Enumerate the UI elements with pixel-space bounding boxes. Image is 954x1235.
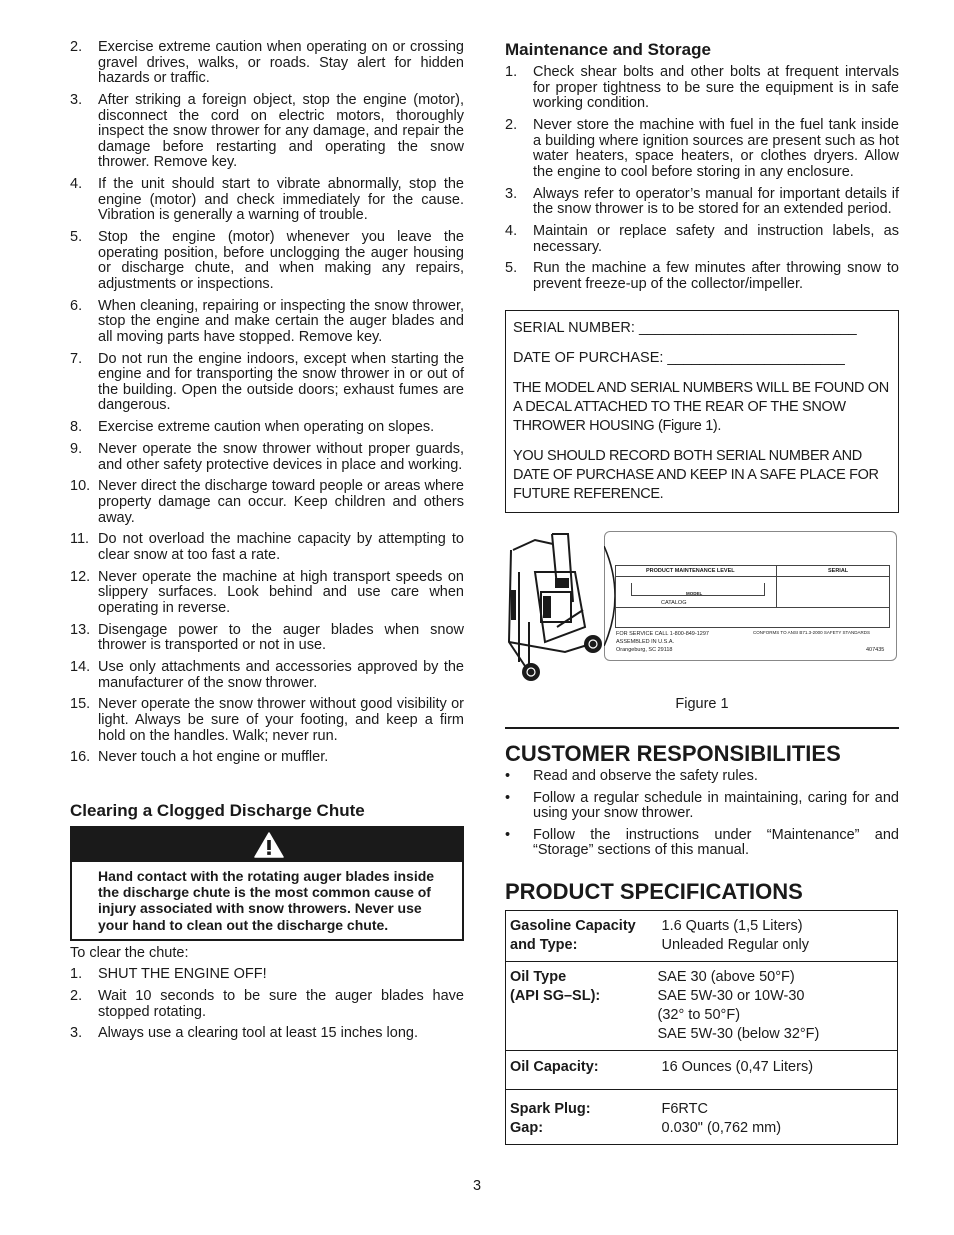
figure-1 (505, 529, 899, 689)
list-item (505, 261, 899, 292)
snow-thrower-illustration (505, 532, 613, 687)
decal-pml: PRODUCT MAINTENANCE LEVEL (646, 568, 735, 575)
list-item-number: 1. (505, 64, 518, 80)
list-item-text: Follow the instructions under “Maintenance” and “Storage” sections of this manual. (533, 826, 899, 859)
list-item-text: Never operate the snow thrower without proper guards, and other safety protective devices in place and working. (98, 440, 464, 473)
spec-value-line: SAE 30 (above 50°F) (657, 969, 795, 986)
clear-intro: To clear the chute: (70, 944, 189, 961)
spec-key-line: Gasoline Capacity (510, 918, 636, 935)
list-item (70, 660, 464, 691)
purchase-date-line: DATE OF PURCHASE: ______________________ (513, 350, 845, 367)
spec-key-line: Oil Capacity: (510, 1059, 599, 1076)
list-item-number: 6. (70, 297, 83, 314)
serial-info-box (505, 310, 899, 513)
list-item-number: 14. (70, 659, 91, 676)
list-item (70, 1026, 464, 1042)
list-item (70, 299, 464, 346)
decal-model: MODEL (686, 591, 703, 597)
list-item (70, 967, 464, 983)
decal-serial: SERIAL (828, 568, 849, 575)
list-item-text: Never direct the discharge toward people or areas where property damage can occur. Keep children and others away. (98, 478, 464, 526)
spec-row (506, 911, 898, 962)
spec-value-line: (32° to 50°F) (657, 1007, 741, 1024)
list-item-text: Disengage power to the auger blades when snow thrower is transported or not in use. (98, 621, 464, 654)
list-item (505, 791, 899, 822)
list-item-number: 11. (70, 531, 90, 548)
safety-rules-list (70, 40, 464, 766)
clog-heading: Clearing a Clogged Discharge Chute (70, 800, 365, 820)
list-item-text: Wait 10 seconds to be sure the auger blades have stopped rotating. (98, 987, 464, 1020)
warning-text: Hand contact with the rotating auger blades inside the discharge chute is the most common cause of injury associated with snow throwers. Never use your hand to clean out the discharge chute. (98, 867, 435, 933)
list-item-number: 5. (505, 260, 518, 277)
customer-heading: CUSTOMER RESPONSIBILITIES (505, 741, 841, 767)
specs-heading: PRODUCT SPECIFICATIONS (505, 879, 803, 905)
list-item-number: 3. (70, 1025, 83, 1042)
list-item-text: Run the machine a few minutes after throwing snow to prevent freeze-up of the collector/impeller. (533, 260, 899, 292)
spec-key (506, 1051, 658, 1090)
list-item-number: 4. (505, 222, 518, 239)
list-item (70, 570, 464, 617)
list-item-number: • (505, 826, 511, 843)
list-item-text: Always refer to operator’s manual for important details if the snow thrower is to be stored for an extended period. (533, 185, 899, 218)
spec-key-line: and Type: (510, 937, 578, 954)
spec-key (506, 911, 658, 962)
list-item-number: 10. (70, 478, 91, 495)
spec-value (658, 1090, 898, 1145)
list-item-number: 2. (70, 987, 83, 1004)
list-item (505, 118, 899, 180)
list-item-number: 3. (505, 185, 518, 202)
list-item-number: • (505, 768, 511, 785)
spec-value-line: 16 Ounces (0,47 Liters) (661, 1059, 814, 1076)
warning-triangle-icon (254, 832, 284, 858)
list-item (70, 532, 464, 563)
spec-key (506, 962, 658, 1051)
list-item-text: Never store the machine with fuel in the fuel tank inside a building where ignition sources are present such as hot water heaters, space heaters, or clothes dryers. Allow the engine to cool before storing in any enclosure. (533, 116, 899, 180)
list-item-text: Never touch a hot engine or muffler. (98, 749, 329, 766)
spec-value-line: SAE 5W-30 (below 32°F) (657, 1026, 820, 1043)
list-item-number: 2. (505, 116, 518, 133)
list-item (70, 420, 464, 436)
list-item-text: Do not run the engine indoors, except when starting the engine and for transporting the snow thrower in or out of the building. Open the outside doors; exhaust fumes are dangerous. (98, 350, 464, 414)
list-item-text: Do not overload the machine capacity by attempting to clear snow at too fast a rate. (98, 531, 464, 563)
list-item-number: 4. (70, 176, 83, 193)
list-item (70, 230, 464, 292)
spec-row (506, 962, 898, 1051)
specs-table (505, 910, 898, 1145)
left-column (70, 40, 464, 1042)
list-item (70, 93, 464, 171)
page-number: 3 (472, 1178, 482, 1194)
spec-key-line: Spark Plug: (510, 1101, 591, 1118)
list-item (505, 828, 899, 859)
spec-value-line: 1.6 Quarts (1,5 Liters) (661, 918, 803, 935)
list-item-number: 2. (70, 39, 83, 55)
list-item-text: Read and observe the safety rules. (533, 768, 758, 785)
list-item-number: 15. (70, 696, 91, 713)
clear-steps-list (70, 967, 464, 1041)
list-item-text: When cleaning, repairing or inspecting the snow thrower, stop the engine and make certain the auger blades and all moving parts have stopped. Remove key. (98, 297, 464, 345)
list-item-number: 12. (70, 568, 91, 585)
serial-number-line: SERIAL NUMBER: ___________________________ (513, 320, 857, 337)
decal-panel (604, 531, 897, 661)
spec-value (658, 1051, 898, 1090)
spec-value-line: 0.030" (0,762 mm) (661, 1120, 782, 1137)
record-note: YOU SHOULD RECORD BOTH SERIAL NUMBER AND DATE OF PURCHASE AND KEEP IN A SAFE PLACE FOR FUTURE REFERENCE. (513, 448, 879, 503)
spec-key-line: Oil Type (510, 969, 567, 986)
list-item (70, 40, 464, 87)
spec-row (506, 1090, 898, 1145)
spec-value (658, 911, 898, 962)
list-item-number: • (505, 789, 511, 806)
list-item-number: 7. (70, 350, 83, 367)
section-divider (505, 727, 899, 729)
list-item (505, 769, 899, 785)
list-item-text: If the unit should start to vibrate abnormally, stop the engine (motor) and check immediately for the cause. Vibration is generally a warning of trouble. (98, 176, 464, 224)
list-item-text: Maintain or replace safety and instruction labels, as necessary. (533, 222, 899, 255)
list-item (70, 442, 464, 473)
list-item-text: Exercise extreme caution when operating on or crossing gravel drives, walks, or roads. Stay alert for hidden hazards or traffic. (98, 39, 464, 87)
list-item-text: Never operate the snow thrower without good visibility or light. Always be sure of your footing, and keep a firm hold on the handles. Walk; never run. (98, 696, 464, 744)
model-location-note: THE MODEL AND SERIAL NUMBERS WILL BE FOUND ON A DECAL ATTACHED TO THE REAR OF THE SNOW THROWER HOUSING (Figure 1). (513, 380, 889, 435)
decal-code: 407435 (866, 647, 885, 654)
spec-value-line: SAE 5W-30 or 10W-30 (657, 988, 805, 1005)
warning-bar (72, 828, 462, 862)
list-item (70, 623, 464, 654)
maintenance-heading: Maintenance and Storage (505, 40, 711, 59)
list-item (70, 352, 464, 414)
list-item-text: Never operate the machine at high transport speeds on slippery surfaces. Look behind and use care when operating in reverse. (98, 568, 464, 616)
decal-catalog: CATALOG (661, 600, 687, 607)
list-item-text: Always use a clearing tool at least 15 inches long. (98, 1025, 418, 1042)
spec-key (506, 1090, 658, 1145)
spec-key-line: (API SG–SL): (510, 988, 601, 1005)
spec-value-line: Unleaded Regular only (661, 937, 810, 954)
list-item (70, 177, 464, 224)
decal-table (615, 565, 890, 628)
figure-caption: Figure 1 (675, 696, 729, 713)
maintenance-list (505, 65, 899, 292)
list-item (505, 65, 899, 112)
list-item-number: 3. (70, 91, 83, 108)
list-item-number: 9. (70, 440, 83, 457)
spec-value-line: F6RTC (661, 1101, 708, 1118)
right-column (505, 40, 899, 1145)
list-item-number: 1. (70, 966, 83, 983)
decal-city: Orangeburg, SC 29118 (616, 647, 673, 654)
warning-box (70, 826, 464, 941)
list-item (70, 697, 464, 744)
list-item-number: 13. (70, 621, 91, 638)
list-item-text: After striking a foreign object, stop the engine (motor), disconnect the cord on electric motors, thoroughly inspect the snow thrower for any damage, and repair the damage before restarting and operating the snow thrower. Remove key. (98, 91, 464, 171)
list-item-text: SHUT THE ENGINE OFF! (98, 966, 267, 983)
list-item (70, 989, 464, 1020)
decal-service: FOR SERVICE CALL 1-800-849-1297 (616, 631, 709, 638)
list-item-text: Stop the engine (motor) whenever you leave the operating position, before unclogging the auger housing or discharge chute, and when making any repairs, adjustments or inspections. (98, 229, 464, 292)
decal-assembled: ASSEMBLED IN U.S.A. (616, 639, 675, 646)
list-item-number: 5. (70, 229, 83, 246)
list-item-text: Use only attachments and accessories approved by the manufacturer of the snow thrower. (98, 659, 464, 691)
customer-list (505, 769, 899, 859)
list-item (505, 187, 899, 218)
list-item-text: Follow a regular schedule in maintaining, caring for and using your snow thrower. (533, 789, 899, 822)
list-item (505, 224, 899, 255)
decal-conforms: CONFORMS TO ANSI B71.3-2000 SAFETY STANDARDS (753, 630, 870, 636)
list-item-number: 16. (70, 749, 91, 766)
spec-row (506, 1051, 898, 1090)
list-item-text: Exercise extreme caution when operating on slopes. (98, 419, 435, 436)
list-item (70, 479, 464, 526)
spec-value (658, 962, 898, 1051)
list-item (70, 750, 464, 766)
spec-key-line: Gap: (510, 1120, 544, 1137)
list-item-text: Check shear bolts and other bolts at frequent intervals for proper tightness to be sure the equipment is in safe working condition. (533, 64, 899, 112)
list-item-number: 8. (70, 419, 83, 436)
